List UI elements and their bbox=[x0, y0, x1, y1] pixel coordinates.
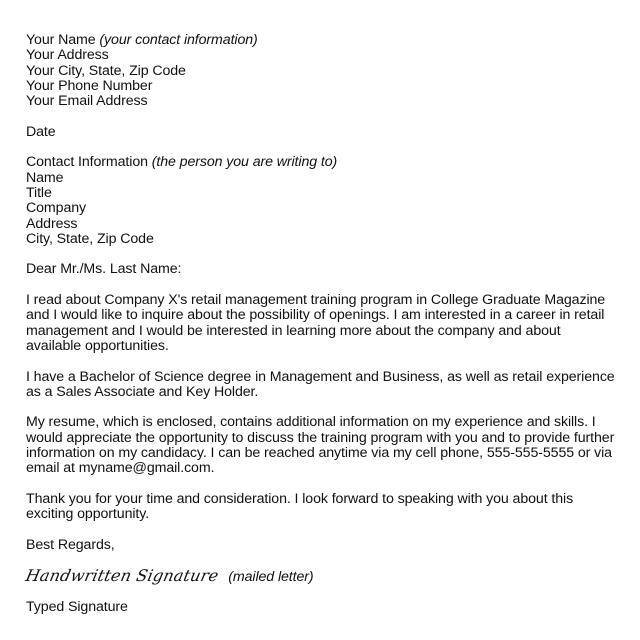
sender-name-note: (your contact information) bbox=[99, 32, 258, 48]
letter-date: Date bbox=[26, 123, 56, 140]
cover-letter bbox=[26, 33, 616, 616]
signature-note: (mailed letter) bbox=[228, 569, 314, 586]
recipient-company: Company bbox=[26, 200, 87, 217]
typed-signature: Typed Signature bbox=[26, 599, 128, 616]
recipient-heading-line bbox=[26, 155, 616, 170]
body-paragraph-2: I have a Bachelor of Science degree in Management and Business, as well as retail experience as a Sales Associate and Key Holder. bbox=[26, 368, 615, 400]
recipient-name: Name bbox=[26, 169, 64, 186]
handwritten-signature-row bbox=[26, 568, 616, 585]
closing: Best Regards, bbox=[26, 536, 115, 553]
recipient-city-state-zip: City, State, Zip Code bbox=[26, 230, 154, 247]
recipient-heading-note: (the person you are writing to) bbox=[151, 154, 338, 171]
recipient-title: Title bbox=[26, 184, 52, 201]
sender-address: Your Address bbox=[26, 47, 109, 64]
sender-city-state-zip: Your City, State, Zip Code bbox=[26, 62, 186, 79]
sender-block bbox=[26, 33, 616, 109]
sender-name-line bbox=[26, 33, 616, 48]
sender-name: Your Name bbox=[26, 32, 96, 48]
body-paragraph-1: I read about Company X's retail management training program in College Graduate Magazine and I would like to inquire about the possibility of openings. I am interested in a career in retail management and I would be interested in learning more about the company and about available opportunities. bbox=[26, 292, 606, 354]
sender-email: Your Email Address bbox=[26, 93, 148, 110]
recipient-block bbox=[26, 155, 616, 247]
recipient-heading: Contact Information bbox=[26, 154, 148, 171]
body-paragraph-4: Thank you for your time and consideration. I look forward to speaking with you about this exciting opportunity. bbox=[26, 490, 574, 523]
sender-phone: Your Phone Number bbox=[26, 77, 153, 94]
handwritten-signature: Handwritten Signature bbox=[24, 566, 221, 586]
recipient-address: Address bbox=[26, 215, 78, 232]
salutation: Dear Mr./Ms. Last Name: bbox=[26, 261, 182, 278]
body-paragraph-3: My resume, which is enclosed, contains additional information on my experience and skills. I would appreciate the opportunity to discuss the training program with you and to provide further information on my candidacy. I can be reached anytime via my cell phone, 555-555-5555 or via email at myname@gmail.com. bbox=[26, 414, 615, 477]
